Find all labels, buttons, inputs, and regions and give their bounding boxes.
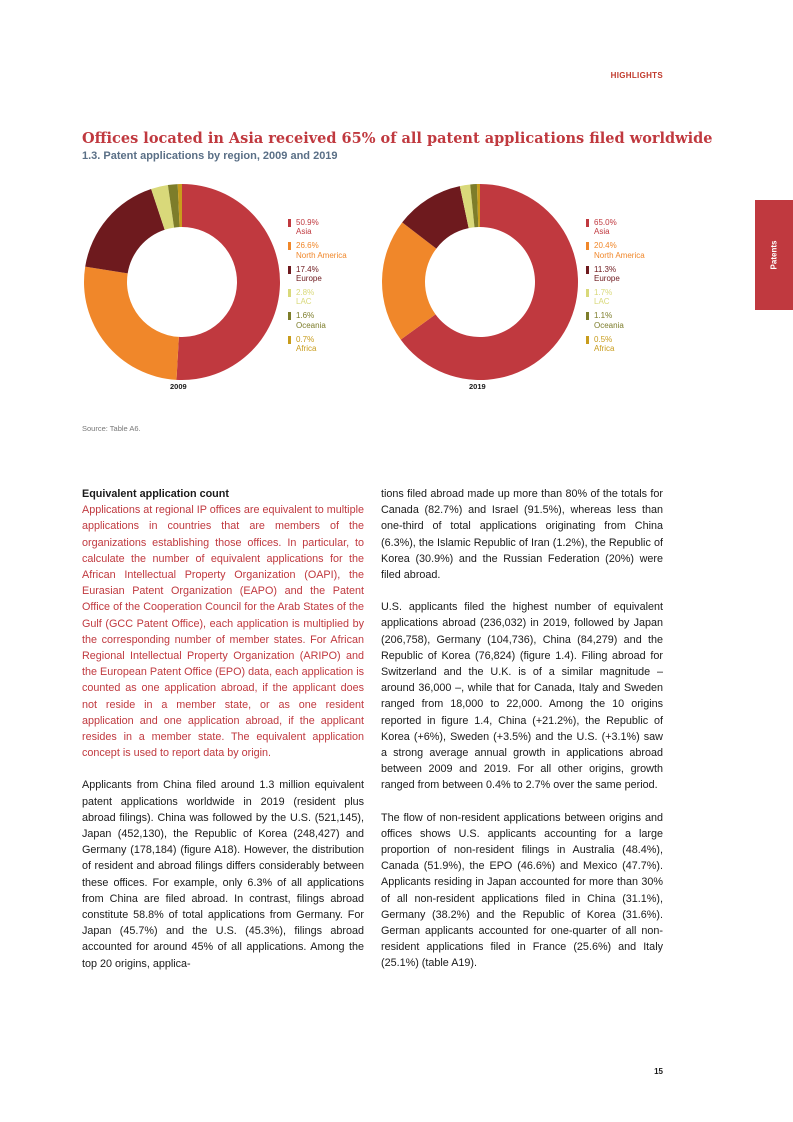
legend-item-asia xyxy=(288,218,347,237)
legend-swatch xyxy=(586,336,589,344)
donut-chart-2019 xyxy=(380,182,660,392)
legend-swatch xyxy=(586,219,589,227)
side-tab xyxy=(755,200,793,310)
legend-item-africa xyxy=(586,335,645,354)
figure-title: Offices located in Asia received 65% of all patent applications filed worldwide xyxy=(82,130,713,147)
donut-svg-2019 xyxy=(380,182,580,382)
left-column xyxy=(82,486,364,988)
legend-percent: 0.7% xyxy=(296,334,315,344)
right-paragraph-3: The flow of non-resident applications between origins and offices shows U.S. applicants accounting for a large proportion of non-resident filings in Australia (48.4%), Canada (51.9%), the EPO (46.6%) and Mexico (47.7%). Applicants residing in Japan accounted for more than 30% of all non-resident applications filed in China (31.1%), Germany (38.2%) and the Republic of Korea (31.6%). German applicants accounted for one-quarter of all non-resident applications filed in France (25.6%) and Italy (25.1%) (table A19). xyxy=(381,811,663,970)
legend-label: North America xyxy=(296,250,347,260)
legend-percent: 26.6% xyxy=(296,241,319,251)
legend-item-north-america xyxy=(288,241,347,260)
legend-percent: 11.3% xyxy=(594,264,617,274)
legend-label: LAC xyxy=(296,297,312,307)
legend-2009 xyxy=(288,218,347,358)
legend-swatch xyxy=(288,219,291,227)
legend-swatch xyxy=(288,242,291,250)
legend-item-north-america xyxy=(586,241,645,260)
figure-source: Source: Table A6. xyxy=(82,424,141,433)
legend-label: Oceania xyxy=(594,320,624,330)
legend-item-oceania xyxy=(586,311,645,330)
box-text: Applications at regional IP offices are equivalent to multiple applications in countries that are members of the organizations establishing those offices. In particular, to calculate the number of equivalent applications for the African Intellectual Property Organization (OAPI), the Eurasian Patent Organization (EAPO) and the Patent Office of the Cooperation Council for the Arab States of the Gulf (GCC Patent Office), each application is multiplied by the corresponding number of member states. For African Regional Intellectual Property Organization (ARIPO) and the European Patent Office (EPO) data, each application is counted as one application abroad, if the applicant does not reside in a member state, or as one resident application and one application abroad, if the applicant resides in a member state. The equivalent application concept is used to report data by origin. xyxy=(82,504,364,760)
legend-label: Africa xyxy=(296,343,317,353)
legend-swatch xyxy=(288,336,291,344)
donut-svg-2009 xyxy=(82,182,282,382)
legend-percent: 2.8% xyxy=(296,287,315,297)
right-column xyxy=(381,486,663,988)
chart-year-label-2009: 2009 xyxy=(170,382,187,391)
legend-item-europe xyxy=(288,265,347,284)
legend-swatch xyxy=(586,266,589,274)
slice-asia xyxy=(176,184,280,380)
legend-percent: 17.4% xyxy=(296,264,319,274)
legend-item-oceania xyxy=(288,311,347,330)
legend-percent: 1.1% xyxy=(594,311,613,321)
legend-item-asia xyxy=(586,218,645,237)
legend-percent: 50.9% xyxy=(296,218,319,227)
box-heading: Equivalent application count xyxy=(82,488,229,500)
legend-swatch xyxy=(586,312,589,320)
slice-europe xyxy=(85,189,164,273)
page-number: 15 xyxy=(654,1067,663,1076)
legend-item-europe xyxy=(586,265,645,284)
legend-percent: 1.7% xyxy=(594,287,613,297)
legend-swatch xyxy=(288,312,291,320)
section-label: HIGHLIGHTS xyxy=(610,71,663,80)
legend-label: Africa xyxy=(594,343,615,353)
legend-label: LAC xyxy=(594,297,610,307)
figure-subtitle: 1.3. Patent applications by region, 2009 and 2019 xyxy=(82,150,338,162)
slice-north-america xyxy=(84,267,179,380)
legend-swatch xyxy=(288,289,291,297)
legend-percent: 0.5% xyxy=(594,334,613,344)
legend-swatch xyxy=(586,289,589,297)
chart-year-label-2019: 2019 xyxy=(469,382,486,391)
legend-label: Asia xyxy=(296,227,312,237)
legend-label: Oceania xyxy=(296,320,326,330)
legend-percent: 1.6% xyxy=(296,311,315,321)
legend-label: Asia xyxy=(594,227,610,237)
side-tab-label: Patents xyxy=(769,240,779,270)
legend-label: Europe xyxy=(296,274,322,284)
donut-chart-2009 xyxy=(82,182,362,392)
legend-item-lac xyxy=(288,288,347,307)
legend-item-africa xyxy=(288,335,347,354)
legend-2019 xyxy=(586,218,645,358)
left-paragraph: Applicants from China filed around 1.3 million equivalent patent applications worldwide in 2019 (resident plus abroad filings). China was followed by the U.S. (521,145), Japan (452,130), the Republic of Korea (248,427) and Germany (178,184) (figure A18). However, the distribution of resident and abroad filings differs considerably between these offices. For example, only 6.3% of all applications from China are filed abroad. In contrast, filings abroad constitute 58.8% of total applications from Germany. For Japan (45.7%) and the U.S. (45.3%), filings abroad accounted for around 45% of all applications. Among the top 20 origins, applica- xyxy=(82,779,364,970)
right-paragraph-2: U.S. applicants filed the highest number of equivalent applications abroad (236,032) in 2019, followed by Japan (206,758), Germany (104,736), China (84,279) and the Republic of Korea (76,824) (figure 1.4). Filing abroad for Switzerland and the U.K. is of a similar magnitude – around 36,000 –, while that for Canada, Italy and Sweden ranged from 18,000 to 22,000. Among the 10 origins reported in figure 1.4, China (+21.2%), the Republic of Korea (+6%), Sweden (+3.5%) and the U.S. (+3.1%) saw a strong average annual growth in applications abroad between 2009 and 2019. For all other origins, growth ranged from between 0.4% to 2.7% over the same period. xyxy=(381,601,663,792)
right-paragraph-1: tions filed abroad made up more than 80% of the totals for Canada (82.7%) and Israel (91.5%), whereas less than one-third of total applications originating from China (6.3%), the Islamic Republic of Iran (1.2%), the Republic of Korea (30.9%) and the Russian Federation (20%) were filed abroad. xyxy=(381,488,663,582)
legend-swatch xyxy=(586,242,589,250)
legend-swatch xyxy=(288,266,291,274)
legend-percent: 65.0% xyxy=(594,218,617,227)
legend-percent: 20.4% xyxy=(594,241,617,251)
legend-label: Europe xyxy=(594,274,620,284)
legend-label: North America xyxy=(594,250,645,260)
legend-item-lac xyxy=(586,288,645,307)
